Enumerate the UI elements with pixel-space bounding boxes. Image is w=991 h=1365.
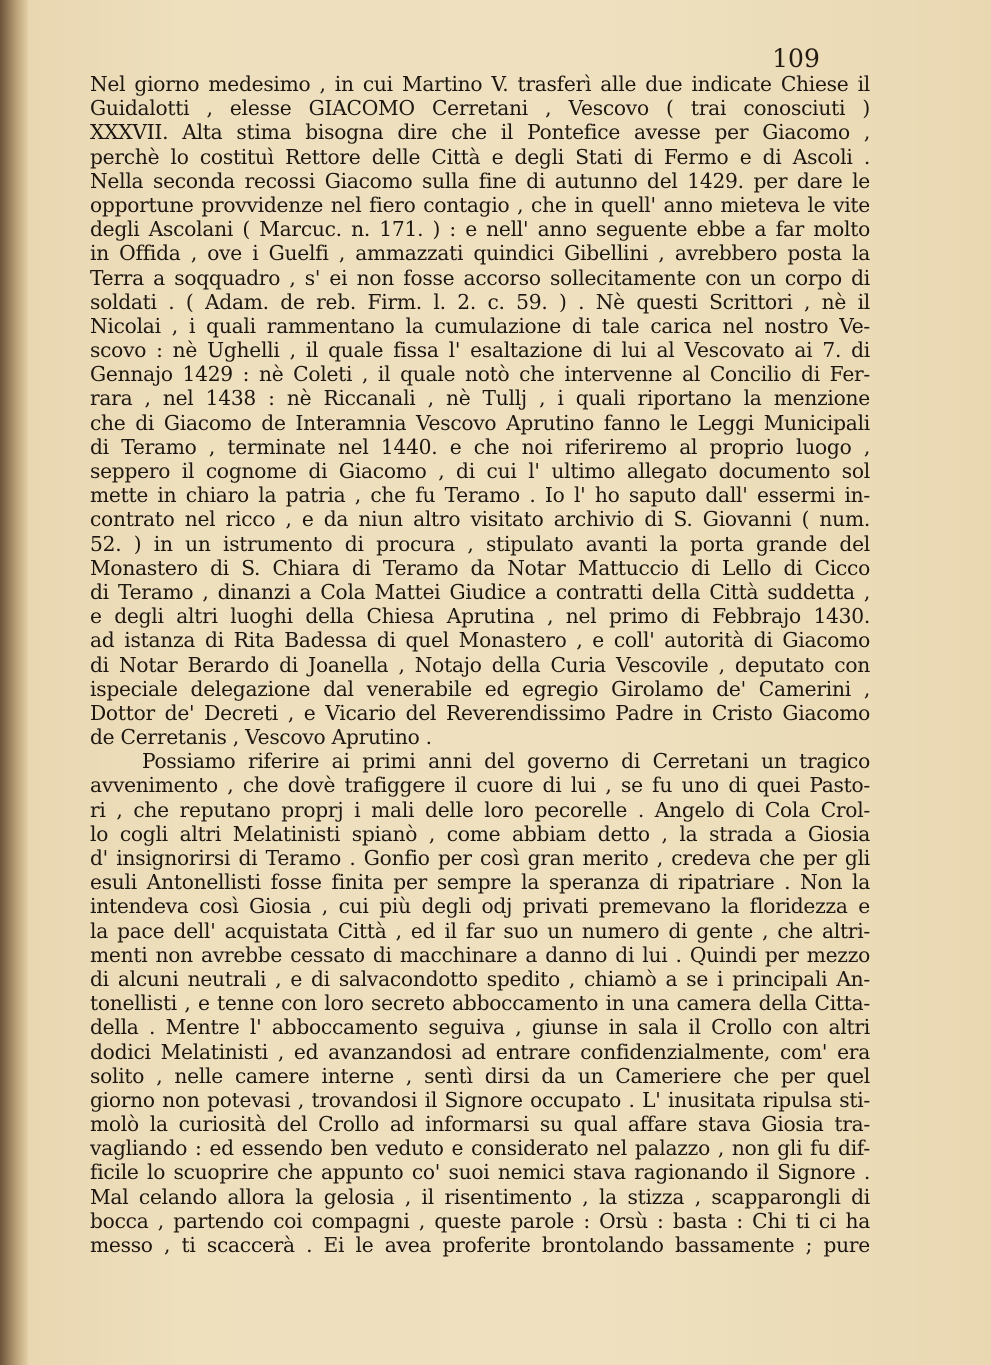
text-line: molò la curiosità del Crollo ad informarsi su qual affare stava Giosia tra-: [90, 1112, 870, 1137]
book-spine-shadow: [0, 0, 28, 1365]
text-line: ficile lo scuoprire che appunto co' suoi nemici stava ragionando il Signore .: [90, 1160, 870, 1185]
text-line: Possiamo riferire ai primi anni del governo di Cerretani un tragico: [142, 749, 870, 774]
text-line: Nel giorno medesimo , in cui Martino V. trasferì alle due indicate Chiese il: [90, 72, 870, 96]
text-line: soldati . ( Adam. de reb. Firm. l. 2. c. 59. ) . Nè questi Scrittori , nè il: [90, 289, 870, 314]
text-line: la pace dell' acquistata Città , ed il far suo un numero di gente , che altri-: [90, 918, 870, 943]
text-line: perchè lo costituì Rettore delle Città e degli Stati di Fermo e di Ascoli .: [90, 144, 870, 169]
text-line: ri , che reputano proprj i mali delle loro pecorelle . Angelo di Cola Crol-: [90, 797, 870, 822]
text-line: vagliando : ed essendo ben veduto e considerato nel palazzo , non gli fu dif-: [90, 1136, 870, 1161]
text-line: di Teramo , dinanzi a Cola Mattei Giudice a contratti della Città suddetta ,: [90, 579, 870, 604]
text-line: dodici Melatinisti , ed avanzandosi ad entrare confidenzialmente, com' era: [90, 1039, 870, 1064]
text-line: XXXVII. Alta stima bisogna dire che il Pontefice avesse per Giacomo ,: [90, 120, 870, 145]
text-line: di Teramo , terminate nel 1440. e che noi riferiremo al proprio luogo ,: [90, 434, 870, 459]
text-line: tonellisti , e tenne con loro secreto abboccamento in una camera della Citta-: [90, 991, 870, 1016]
text-line: esuli Antonellisti fosse finita per sempre la speranza di ripatriare . Non la: [90, 870, 870, 895]
text-line: Nella seconda recossi Giacomo sulla fine di autunno del 1429. per dare le: [90, 168, 870, 193]
text-line: di Notar Berardo di Joanella , Notajo della Curia Vescovile , deputato con: [90, 652, 870, 677]
text-line: avvenimento , che dovè trafiggere il cuore di lui , se fu uno di quei Pasto-: [90, 773, 870, 798]
text-line: mette in chiaro la patria , che fu Teramo . Io l' ho saputo dall' essermi in-: [90, 483, 870, 508]
text-line: giorno non potevasi , trovandosi il Signore occupato . L' inusitata ripulsa sti-: [90, 1087, 870, 1112]
text-line: di alcuni neutrali , e di salvacondotto spedito , chiamò a se i principali An-: [90, 966, 870, 991]
text-line: solito , nelle camere interne , sentì dirsi da un Cameriere che per quel: [90, 1063, 870, 1088]
text-line: della . Mentre l' abboccamento seguiva , giunse in sala il Crollo con altri: [90, 1015, 870, 1040]
text-line: contrato nel ricco , e da niun altro visitato archivio di S. Giovanni ( num.: [90, 507, 870, 532]
text-line: che di Giacomo de Interamnia Vescovo Aprutino fanno le Leggi Municipali: [90, 410, 870, 435]
text-line: d' insignorirsi di Teramo . Gonfio per così gran merito , credeva che per gli: [90, 846, 870, 870]
text-line: messo , ti scaccerà . Ei le avea proferite brontolando bassamente ; pure: [90, 1233, 870, 1257]
text-line: ispeciale delegazione dal venerabile ed egregio Girolamo de' Camerini ,: [90, 676, 870, 701]
text-line: de Cerretanis , Vescovo Aprutino .: [90, 725, 432, 750]
text-line: bocca , partendo coi compagni , queste parole : Orsù : basta : Chi ti ci ha: [90, 1208, 870, 1233]
text-line: Nicolai , i quali rammentano la cumulazione di tale carica nel nostro Ve-: [90, 313, 870, 338]
text-line: e degli altri luoghi della Chiesa Aprutina , nel primo di Febbrajo 1430.: [90, 604, 870, 629]
text-line: opportune provvidenze nel fiero contagio , che in quell' anno mieteva le vite: [90, 192, 870, 217]
text-line: menti non avrebbe cessato di macchinare a danno di lui . Quindi per mezzo: [90, 942, 870, 967]
text-line: lo cogli altri Melatinisti spianò , come abbiam detto , la strada a Giosia: [90, 821, 870, 846]
text-line: Dottor de' Decreti , e Vicario del Reverendissimo Padre in Cristo Giacomo: [90, 700, 870, 725]
text-line: ad istanza di Rita Badessa di quel Monastero , e coll' autorità di Giacomo: [90, 628, 870, 653]
text-line: Mal celando allora la gelosia , il risentimento , la stizza , scapparongli di: [90, 1184, 870, 1209]
text-line: Guidalotti , elesse GIACOMO Cerretani , Vescovo ( trai conosciuti ): [90, 96, 870, 121]
text-line: seppero il cognome di Giacomo , di cui l' ultimo allegato documento sol: [90, 459, 870, 483]
text-line: rara , nel 1438 : nè Riccanali , nè Tullj , i quali riportano la menzione: [90, 386, 870, 411]
text-line: in Offida , ove i Guelfi , ammazzati quindici Gibellini , avrebbero posta la: [90, 241, 870, 266]
text-line: intendeva così Giosia , cui più degli odj privati premevano la floridezza e: [90, 894, 870, 919]
text-line: scovo : nè Ughelli , il quale fissa l' esaltazione di lui al Vescovato ai 7. di: [90, 338, 870, 363]
page-number: 109: [772, 44, 820, 73]
text-line: Monastero di S. Chiara di Teramo da Notar Mattuccio di Lello di Cicco: [90, 555, 870, 580]
body-text: [90, 72, 870, 1257]
text-line: Gennajo 1429 : nè Coleti , il quale notò che intervenne al Concilio di Fer-: [90, 362, 870, 387]
text-line: 52. ) in un istrumento di procura , stipulato avanti la porta grande del: [90, 531, 870, 556]
text-line: Terra a soqquadro , s' ei non fosse accorso sollecitamente con un corpo di: [90, 265, 870, 290]
text-line: degli Ascolani ( Marcuc. n. 171. ) : e nell' anno seguente ebbe a far molto: [90, 217, 870, 242]
